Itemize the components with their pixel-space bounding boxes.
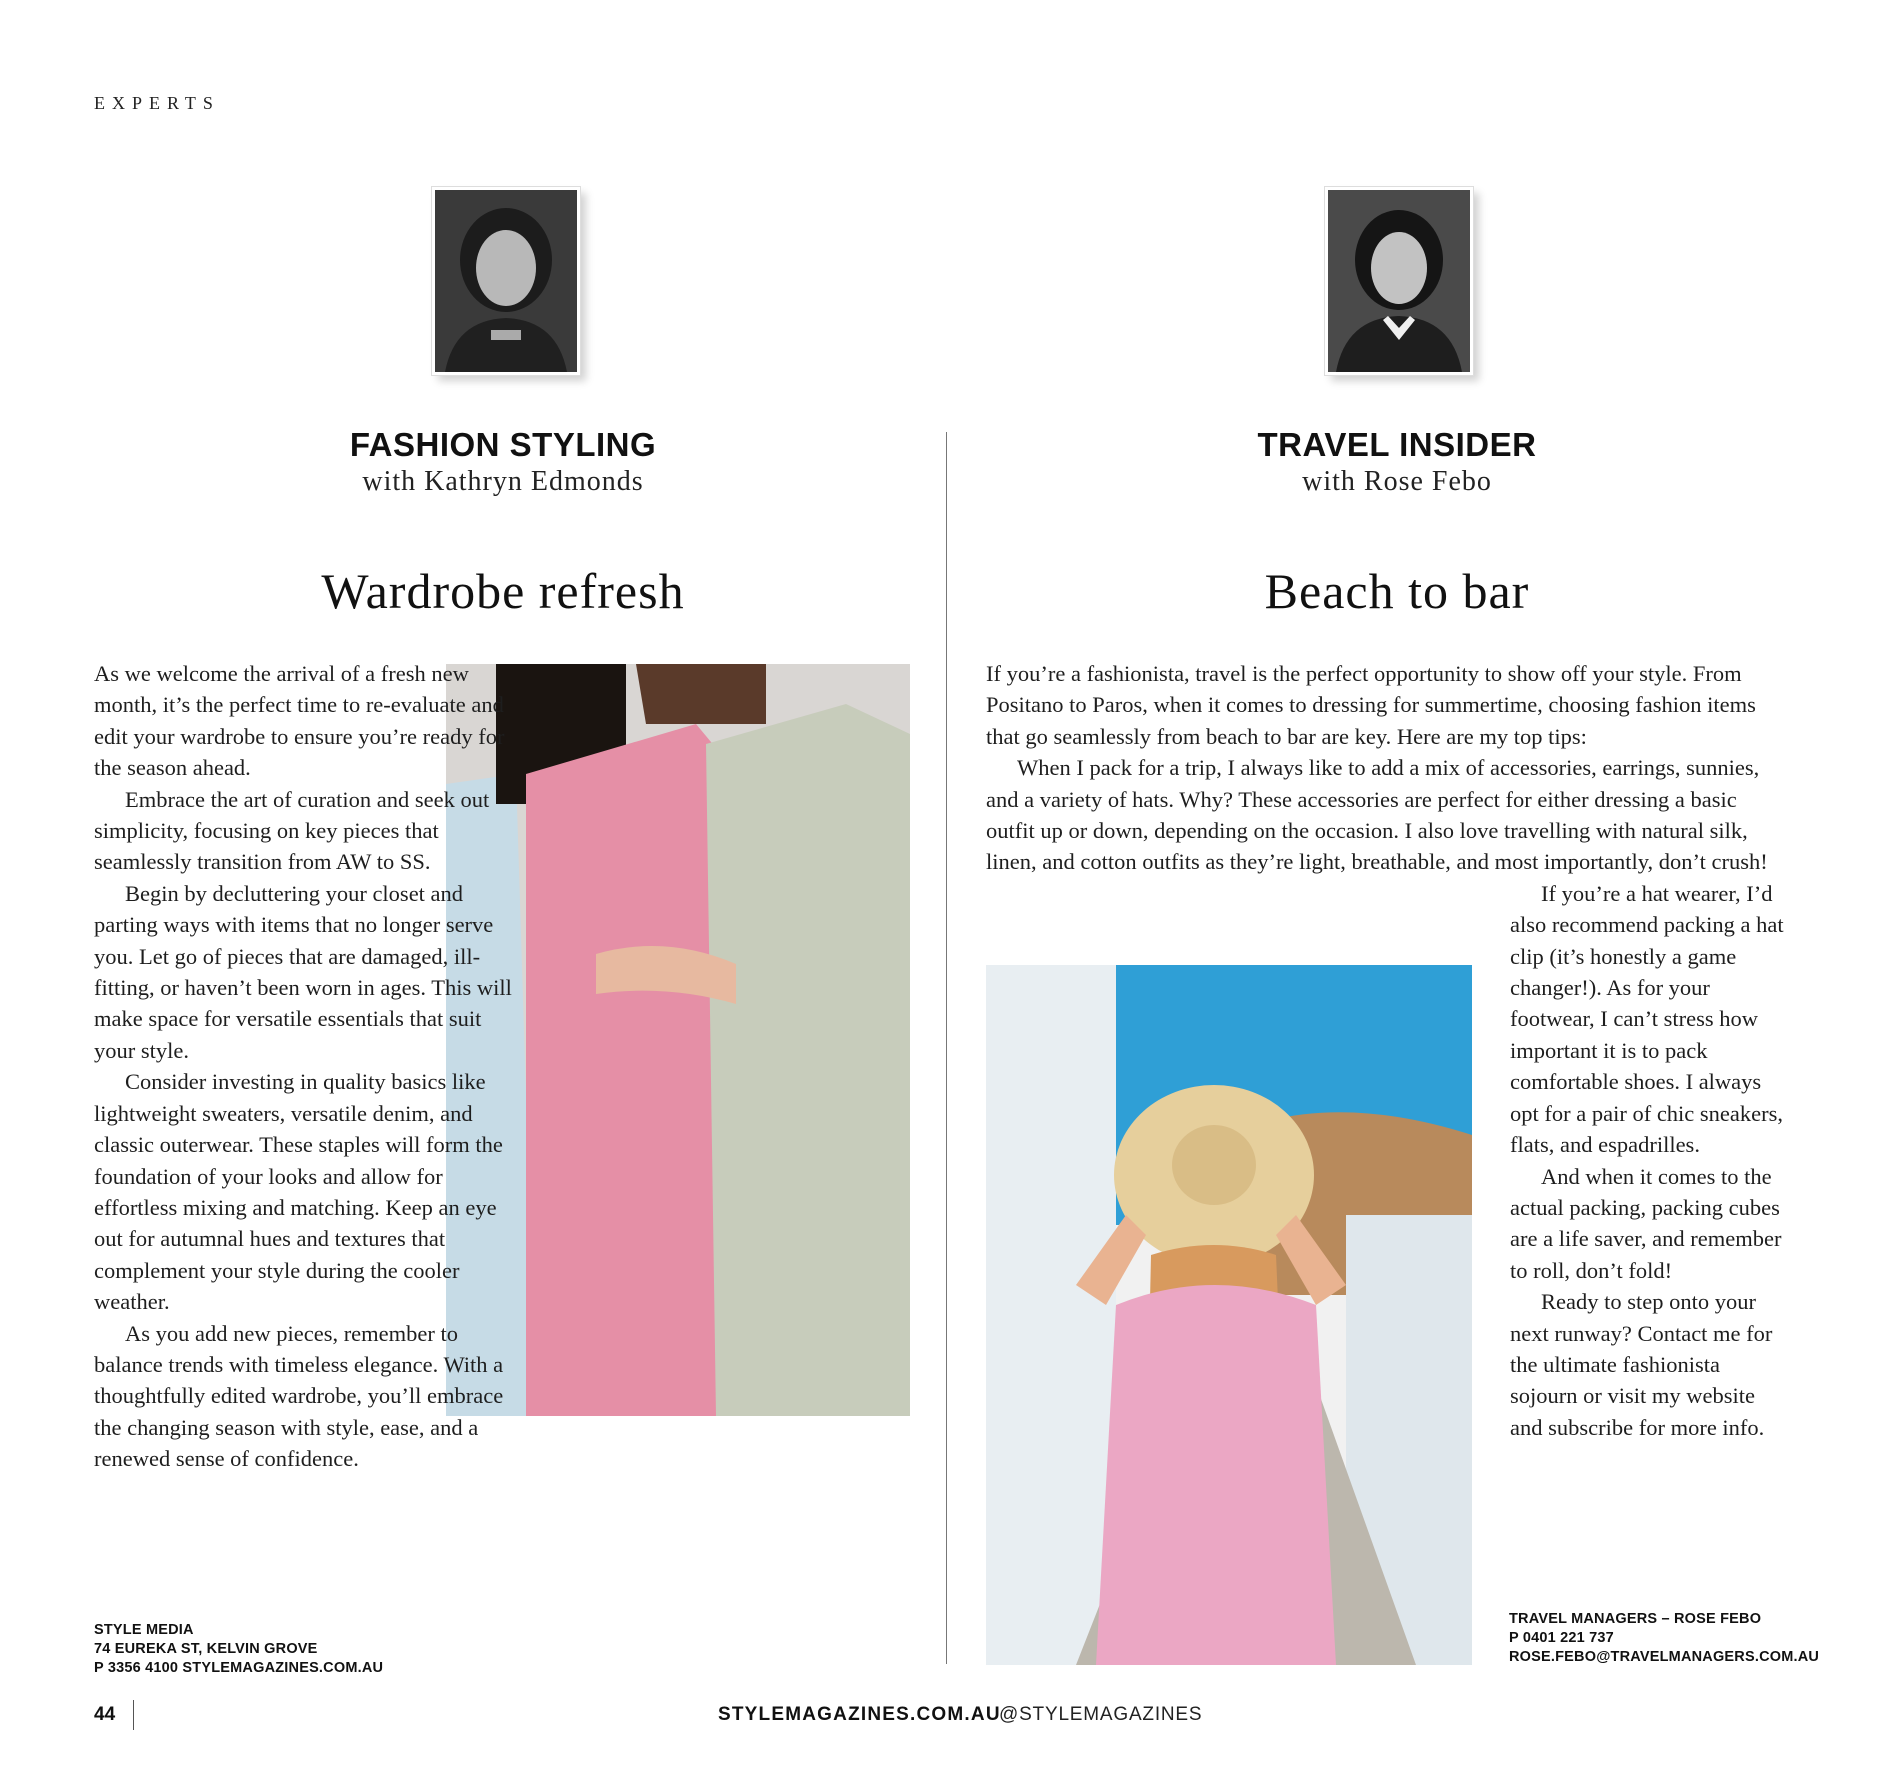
footer-social-handle[interactable]: @STYLEMAGAZINES xyxy=(999,1704,1203,1725)
paragraph: When I pack for a trip, I always like to add a mix of accessories, earrings, sunnies, and a variety of hats. Why? These accessories are perfect for either dressing a basic outfit up or down, depending on the occasion. I also love travelling with natural silk, linen, and cotton outfits as they’re light, breathable, and most importantly, don’t crush! xyxy=(986,755,1768,875)
paragraph: As you add new pieces, remember to balance trends with timeless elegance. With a thoughtfully edited wardrobe, you’ll embrace the changing season with style, ease, and a renewed sense of confidence. xyxy=(94,1320,504,1472)
page-number: 44 xyxy=(94,1704,116,1725)
byline-travel: with Rose Febo xyxy=(1302,466,1492,497)
contact-line: STYLE MEDIA xyxy=(94,1622,194,1638)
paragraph: As we welcome the arrival of a fresh new month, it’s the perfect time to re-evaluate and edit your wardrobe to ensure you’re ready for the season ahead. xyxy=(94,661,505,781)
contact-line: ROSE.FEBO@TRAVELMANAGERS.COM.AU xyxy=(1509,1649,1820,1665)
section-label: EXPERTS xyxy=(94,93,220,113)
contact-line: 74 EUREKA ST, KELVIN GROVE xyxy=(94,1641,318,1657)
footer-divider xyxy=(133,1700,134,1730)
column-heading-travel: TRAVEL INSIDER xyxy=(1257,426,1537,463)
footer-website-link[interactable]: STYLEMAGAZINES.COM.AU xyxy=(718,1704,1001,1725)
paragraph: If you’re a hat wearer, I’d also recommend packing a hat clip (it’s honestly a game changer!). As for your footwear, I can’t stress how important it is to pack comfortable shoes. I always opt for a pair of chic sneakers, flats, and espadrilles. xyxy=(1510,880,1784,1158)
contact-block-right xyxy=(1509,1610,1819,1667)
paragraph: Ready to step onto your next runway? Contact me for the ultimate fashionista sojourn or visit my website and subscribe for more info. xyxy=(1510,1289,1773,1440)
paragraph: Begin by decluttering your closet and parting ways with items that no longer serve you. Let go of pieces that are damaged, ill-fitting, or haven’t been worn in ages. This will make space for versatile essentials that suit your style. xyxy=(94,880,512,1063)
image-wrap-spacer xyxy=(986,878,1510,1578)
byline-fashion: with Kathryn Edmonds xyxy=(362,466,644,497)
contact-line: P 0401 221 737 xyxy=(1509,1630,1614,1646)
article-title-beach: Beach to bar xyxy=(1264,563,1530,619)
article-body-left xyxy=(94,658,844,1475)
column-divider xyxy=(946,432,947,1664)
paragraph: And when it comes to the actual packing, packing cubes are a life saver, and remember to roll, don’t fold! xyxy=(1510,1163,1782,1283)
paragraph: Embrace the art of curation and seek out simplicity, focusing on key pieces that seamlessly transition from AW to SS. xyxy=(94,786,490,875)
article-body-right xyxy=(986,658,1786,1578)
paragraph: Consider investing in quality basics like lightweight sweaters, versatile denim, and classic outerwear. These staples will form the foundation of your looks and allow for effortless mixing and matching. Keep an eye out for autumnal hues and textures that complement your style during the cooler weather. xyxy=(94,1069,503,1315)
contact-line: P 3356 4100 STYLEMAGAZINES.COM.AU xyxy=(94,1660,384,1676)
image-wrap-spacer xyxy=(512,658,844,1416)
contact-block-left xyxy=(94,1621,383,1678)
column-heading-fashion: FASHION STYLING xyxy=(349,426,657,463)
portrait-kathryn-edmonds xyxy=(432,187,580,375)
article-title-wardrobe: Wardrobe refresh xyxy=(321,563,685,619)
portrait-rose-febo xyxy=(1325,187,1473,375)
contact-line: TRAVEL MANAGERS – ROSE FEBO xyxy=(1509,1611,1762,1627)
paragraph: If you’re a fashionista, travel is the perfect opportunity to show off your style. From Positano to Paros, when it comes to dressing for summertime, choosing fashion items that go seamlessly from beach to bar are key. Here are my top tips: xyxy=(986,661,1756,749)
